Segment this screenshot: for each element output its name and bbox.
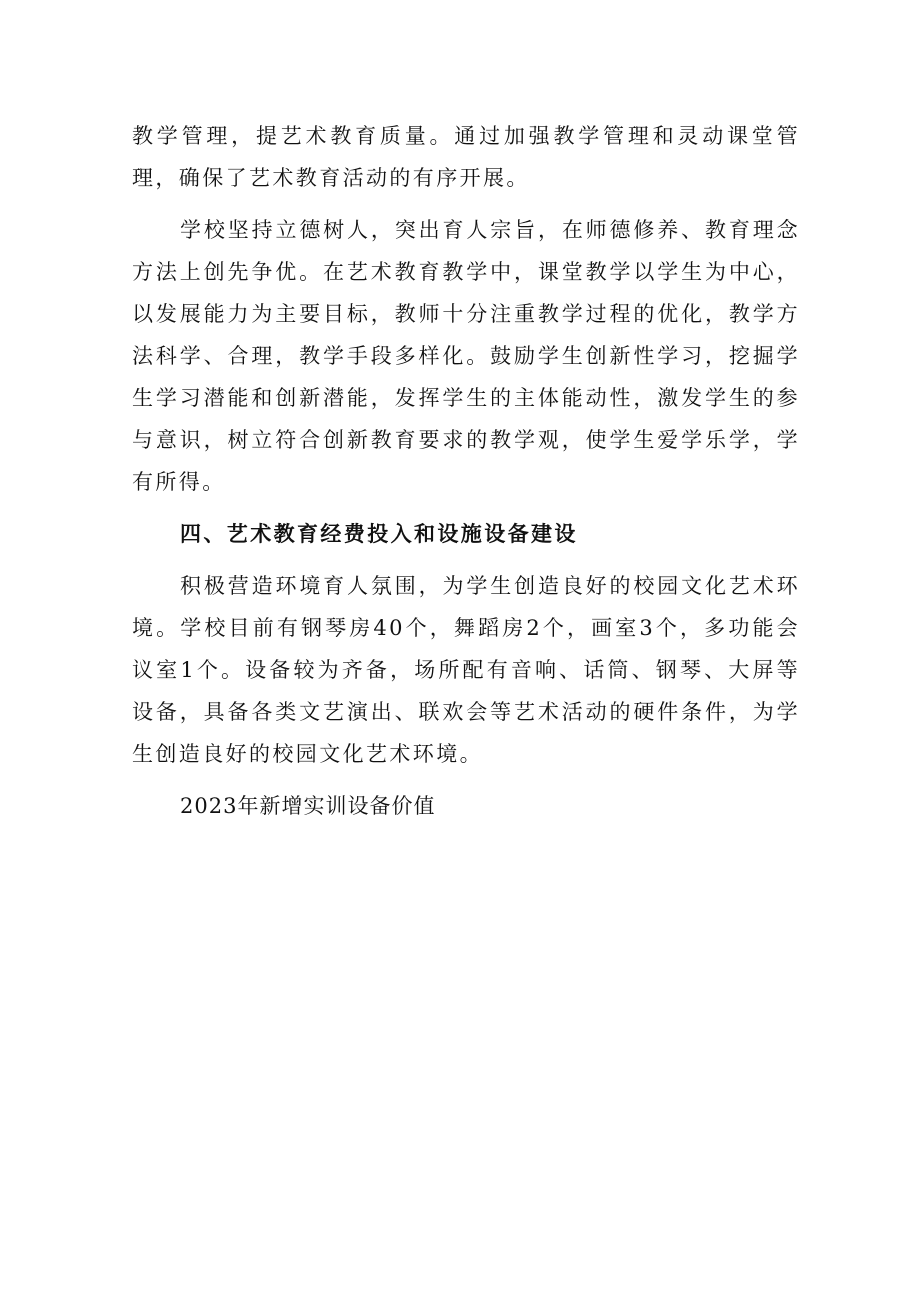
document-body: [132, 115, 800, 827]
equipment-value-caption: 2023年新增实训设备价值: [180, 794, 436, 818]
section-heading: 四、艺术教育经费投入和设施设备建设: [180, 521, 578, 546]
paragraph-teaching-philosophy: 学校坚持立德树人，突出育人宗旨，在师德修养、教育理念方法上创先争优。在艺术教育教学中，课堂教学以学生为中心，以发展能力为主要目标，教师十分注重教学过程的优化，教学方法科学、合理，教学手段多样化。鼓励学生创新性学习，挖掘学生学习潜能和创新潜能，发挥学生的主体能动性，激发学生的参与意识，树立符合创新教育要求的教学观，使学生爱学乐学，学有所得。: [132, 218, 800, 494]
paragraph-continued: 教学管理，提艺术教育质量。通过加强教学管理和灵动课堂管理，确保了艺术教育活动的有序开展。: [132, 124, 800, 190]
paragraph-facilities: 积极营造环境育人氛围，为学生创造良好的校园文化艺术环境。学校目前有钢琴房40个，舞蹈房2个，画室3个，多功能会议室1个。设备较为齐备，场所配有音响、话筒、钢琴、大屏等设备，具备各类文艺演出、联欢会等艺术活动的硬件条件，为学生创造良好的校园文化艺术环境。: [132, 574, 800, 766]
